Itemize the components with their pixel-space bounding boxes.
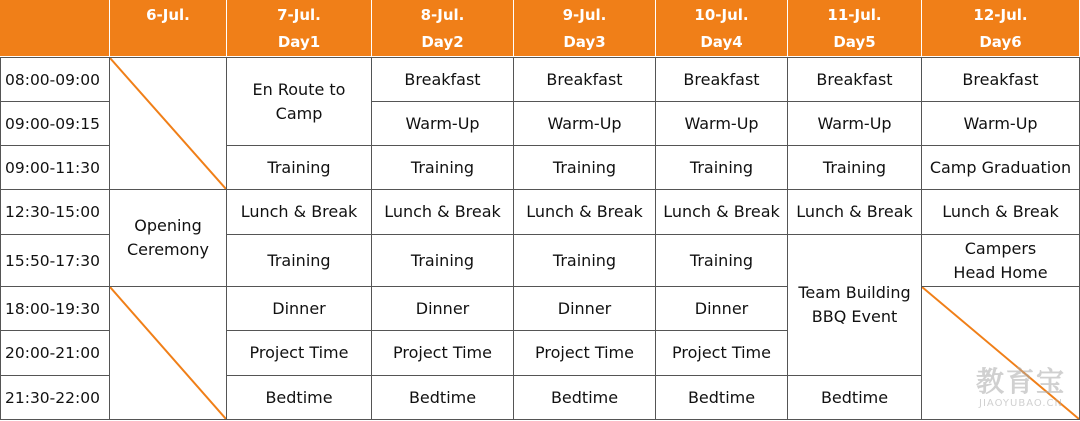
breakfast: Breakfast xyxy=(514,57,656,102)
training: Training xyxy=(656,146,788,190)
header-day: Day2 xyxy=(421,33,464,51)
project-time: Project Time xyxy=(227,331,372,376)
warm-up: Warm-Up xyxy=(788,102,922,146)
warm-up: Warm-Up xyxy=(372,102,514,146)
header-day: Day1 xyxy=(277,33,321,51)
bedtime: Bedtime xyxy=(656,376,788,420)
training: Training xyxy=(514,146,656,190)
header-date: 11-Jul. xyxy=(827,6,882,24)
time-slot: 08:00-09:00 xyxy=(0,57,110,102)
header-date: 7-Jul. xyxy=(277,6,321,24)
header-date: 8-Jul. xyxy=(420,6,465,24)
breakfast: Breakfast xyxy=(656,57,788,102)
header-6-jul xyxy=(110,0,227,57)
bedtime: Bedtime xyxy=(227,376,372,420)
dinner: Dinner xyxy=(372,287,514,331)
en-route-to-camp: En Route to Camp xyxy=(227,57,372,146)
warm-up: Warm-Up xyxy=(656,102,788,146)
header-12-jul xyxy=(922,0,1080,57)
warm-up: Warm-Up xyxy=(922,102,1080,146)
header-9-jul xyxy=(514,0,656,57)
lunch-break: Lunch & Break xyxy=(372,190,514,235)
project-time: Project Time xyxy=(514,331,656,376)
bedtime: Bedtime xyxy=(788,376,922,420)
breakfast: Breakfast xyxy=(788,57,922,102)
dinner: Dinner xyxy=(656,287,788,331)
warm-up: Warm-Up xyxy=(514,102,656,146)
bedtime: Bedtime xyxy=(514,376,656,420)
time-slot: 09:00-09:15 xyxy=(0,102,110,146)
header-8-jul xyxy=(372,0,514,57)
breakfast: Breakfast xyxy=(372,57,514,102)
dinner: Dinner xyxy=(514,287,656,331)
time-slot: 21:30-22:00 xyxy=(0,376,110,420)
training: Training xyxy=(656,235,788,287)
header-day: Day3 xyxy=(563,33,606,51)
project-time: Project Time xyxy=(656,331,788,376)
header-7-jul xyxy=(227,0,372,57)
time-slot: 18:00-19:30 xyxy=(0,287,110,331)
lunch-break: Lunch & Break xyxy=(227,190,372,235)
empty-diagonal-cell xyxy=(922,287,1080,420)
header-day: Day6 xyxy=(979,33,1022,51)
training: Training xyxy=(372,235,514,287)
opening-ceremony: Opening Ceremony xyxy=(110,190,227,287)
watermark-brand: 教育宝 xyxy=(975,365,1066,398)
lunch-break: Lunch & Break xyxy=(514,190,656,235)
bedtime: Bedtime xyxy=(372,376,514,420)
header-day: Day5 xyxy=(833,33,876,51)
empty-diagonal-cell xyxy=(110,287,227,420)
header-date: 10-Jul. xyxy=(694,6,749,24)
camp-graduation: Camp Graduation xyxy=(922,146,1080,190)
dinner: Dinner xyxy=(227,287,372,331)
time-slot: 15:50-17:30 xyxy=(0,235,110,287)
lunch-break: Lunch & Break xyxy=(922,190,1080,235)
training: Training xyxy=(227,235,372,287)
team-building-bbq-event: Team Building BBQ Event xyxy=(788,235,922,376)
lunch-break: Lunch & Break xyxy=(656,190,788,235)
campers-head-home: Campers Head Home xyxy=(922,235,1080,287)
watermark-url: JIAOYUBAO.CN xyxy=(979,398,1063,409)
header-day: Day4 xyxy=(700,33,743,51)
training: Training xyxy=(788,146,922,190)
project-time: Project Time xyxy=(372,331,514,376)
header-date: 12-Jul. xyxy=(973,6,1028,24)
empty-diagonal-cell xyxy=(110,57,227,190)
training: Training xyxy=(514,235,656,287)
time-slot: 20:00-21:00 xyxy=(0,331,110,376)
lunch-break: Lunch & Break xyxy=(788,190,922,235)
breakfast: Breakfast xyxy=(922,57,1080,102)
header-date: 9-Jul. xyxy=(562,6,607,24)
training: Training xyxy=(372,146,514,190)
header-11-jul xyxy=(788,0,922,57)
header-date: 6-Jul. xyxy=(146,6,190,24)
time-slot: 09:00-11:30 xyxy=(0,146,110,190)
training: Training xyxy=(227,146,372,190)
header-corner xyxy=(0,0,110,57)
time-slot: 12:30-15:00 xyxy=(0,190,110,235)
header-10-jul xyxy=(656,0,788,57)
